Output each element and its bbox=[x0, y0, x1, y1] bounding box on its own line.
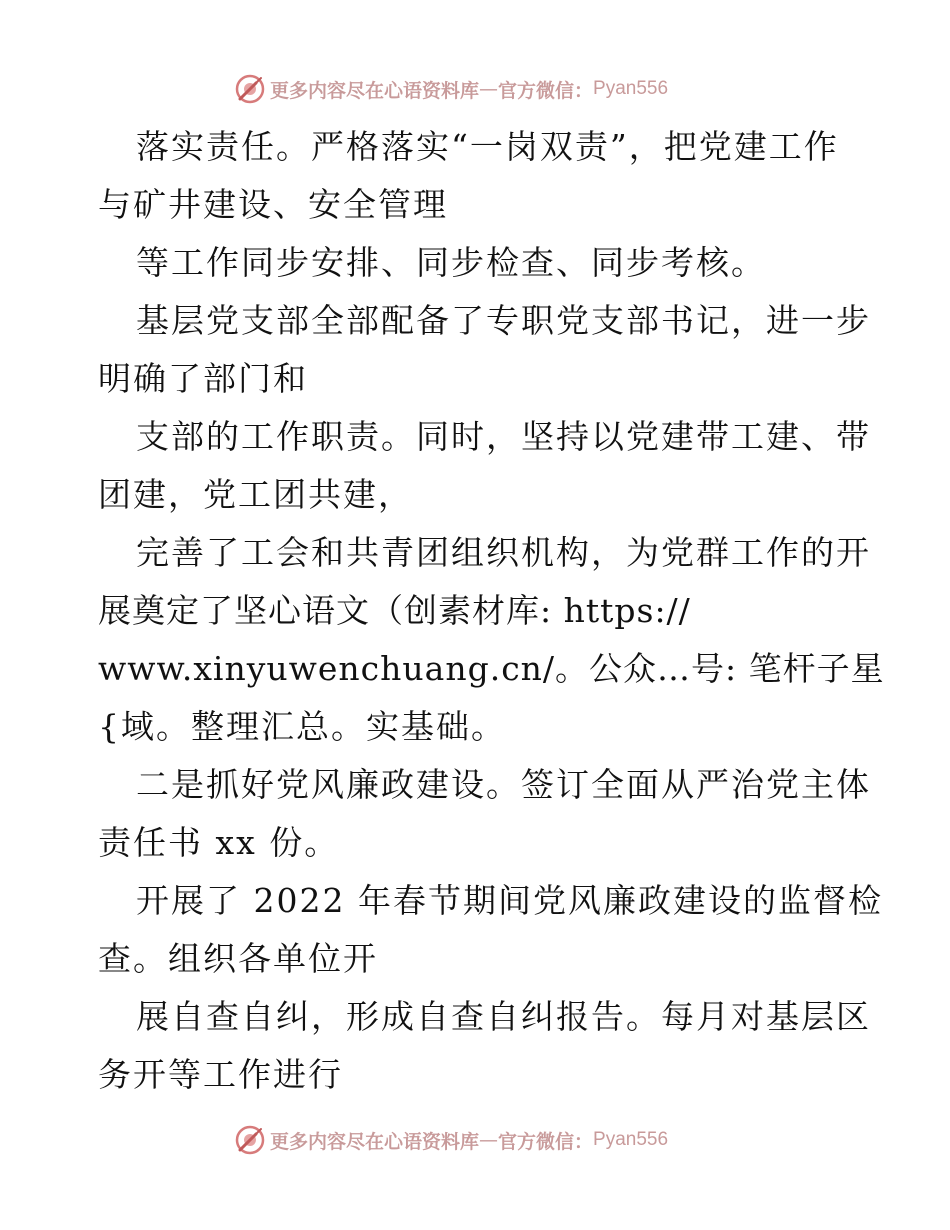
footer-watermark-banner bbox=[234, 1123, 668, 1157]
header-banner-text: 更多内容尽在心语资料库 bbox=[270, 79, 480, 102]
footer-banner-separator: — bbox=[479, 1129, 499, 1151]
footer-banner-text: 更多内容尽在心语资料库 bbox=[270, 1130, 480, 1153]
body-line: {域。整理汇总。实基础。 bbox=[98, 707, 506, 746]
footer-banner-wechat-id: Pyan556 bbox=[593, 1129, 669, 1150]
body-line: 与矿井建设、安全管理 bbox=[98, 185, 448, 224]
body-line: 展奠定了坚心语文（创素材库: https:// bbox=[98, 591, 691, 630]
header-banner-wechat-id: Pyan556 bbox=[593, 78, 669, 99]
body-line: 查。组织各单位开 bbox=[98, 939, 378, 978]
body-line: 明确了部门和 bbox=[98, 359, 308, 398]
body-line: 支部的工作职责。同时，坚持以党建带工建、带 bbox=[136, 417, 871, 456]
body-line: 基层党支部全部配备了专职党支部书记，进一步 bbox=[136, 301, 871, 340]
body-line: 完善了工会和共青团组织机构，为党群工作的开 bbox=[136, 533, 871, 572]
body-line: 等工作同步安排、同步检查、同步考核。 bbox=[136, 243, 766, 282]
footer-banner-wechat-label: 官方微信： bbox=[498, 1130, 594, 1153]
body-line: 落实责任。严格落实“一岗双责”，把党建工作 bbox=[136, 127, 839, 166]
body-line: www.xinyuwenchuang.cn/。公众…号: 笔杆子星 bbox=[98, 649, 885, 688]
body-line: 责任书 xx 份。 bbox=[98, 823, 340, 862]
header-banner-wechat-label: 官方微信： bbox=[498, 79, 594, 102]
body-line: 展自查自纠，形成自查自纠报告。每月对基层区 bbox=[136, 997, 871, 1036]
brand-logo-icon bbox=[234, 73, 266, 105]
brand-logo-icon bbox=[234, 1124, 266, 1156]
header-banner-separator: — bbox=[479, 78, 499, 100]
body-line: 开展了 2022 年春节期间党风廉政建设的监督检 bbox=[136, 881, 883, 920]
header-watermark-banner bbox=[234, 72, 668, 106]
body-line: 二是抓好党风廉政建设。签订全面从严治党主体 bbox=[136, 765, 871, 804]
body-line: 团建，党工团共建， bbox=[98, 475, 413, 514]
document-body bbox=[98, 118, 885, 1104]
body-line: 务开等工作进行 bbox=[98, 1055, 343, 1094]
